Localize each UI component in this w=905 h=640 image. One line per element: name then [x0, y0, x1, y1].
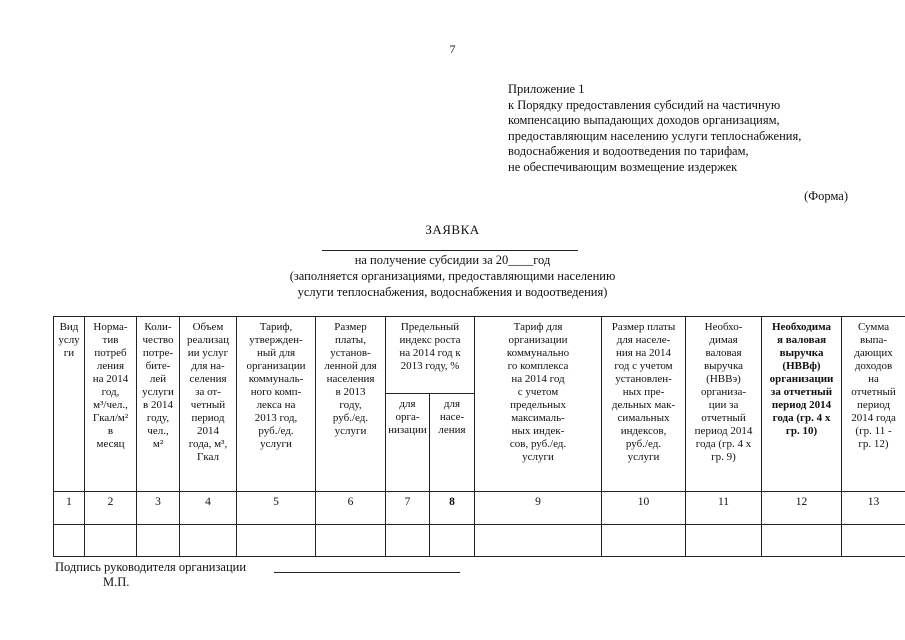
empty-data-row	[54, 525, 905, 557]
empty-cell[interactable]	[180, 525, 237, 557]
column-number: 7	[386, 492, 430, 525]
appendix-line: водоснабжения и водоотведения по тарифам,	[508, 144, 749, 158]
header-cell: Предельный индекс роста на 2014 год к 2013 году, %	[386, 317, 475, 394]
subheader-cell: для орга- низации	[386, 394, 430, 492]
empty-cell[interactable]	[237, 525, 316, 557]
empty-cell[interactable]	[686, 525, 762, 557]
header-cell: Тариф, утвержден- ный для организации коммуналь- ного комп- лекса на 2013 год, руб./ед. услуги	[237, 317, 316, 492]
appendix-line: к Порядку предоставления субсидий на частичную	[508, 97, 781, 112]
column-number: 2	[85, 492, 137, 525]
form-label: (Форма)	[804, 189, 848, 203]
header-cell: Тариф для организации коммунально го комплекса на 2014 год с учетом предельных максималь- ных индек- сов, руб./ед. услуги	[475, 317, 602, 492]
empty-cell[interactable]	[386, 525, 430, 557]
signature-line[interactable]	[274, 572, 460, 573]
subsidy-request-table	[53, 316, 905, 557]
page-number: 7	[449, 42, 456, 56]
column-number: 11	[686, 492, 762, 525]
header-cell: Сумма выпа- дающих доходов на отчетный период 2014 года (гр. 11 - гр. 12)	[842, 317, 905, 492]
column-number-row	[54, 492, 905, 525]
stamp-label: М.П.	[103, 575, 130, 589]
empty-cell[interactable]	[762, 525, 842, 557]
column-number: 8	[430, 492, 475, 525]
header-cell: Объем реализац ии услуг для на- селения за от- четный период 2014 года, м³, Гкал	[180, 317, 237, 492]
document-title: ЗАЯВКА	[425, 222, 480, 237]
blank-underline	[322, 250, 578, 251]
appendix-line: предоставляющим населению услуги теплоснабжения,	[508, 128, 802, 143]
header-cell: Необхо- димая валовая выручка (НВВэ) организа- ции за отчетный период 2014 года (гр. 4 х гр. 9)	[686, 317, 762, 492]
appendix-line: компенсацию выпадающих доходов организациям,	[508, 113, 780, 127]
empty-cell[interactable]	[54, 525, 85, 557]
empty-cell[interactable]	[430, 525, 475, 557]
column-number: 4	[180, 492, 237, 525]
column-number: 9	[475, 492, 602, 525]
column-number: 5	[237, 492, 316, 525]
appendix-line: Приложение 1	[508, 82, 585, 96]
header-cell: Коли- чество потре- бите- лей услуги в 2014 году, чел., м²	[137, 317, 180, 492]
header-row	[54, 317, 905, 394]
subheader-cell: для насе- ления	[430, 394, 475, 492]
header-cell: Размер платы, установ- ленной для населения в 2013 году, руб./ед. услуги	[316, 317, 386, 492]
column-number: 1	[54, 492, 85, 525]
document-note-line-2: услуги теплоснабжения, водоснабжения и водоотведения)	[297, 285, 608, 299]
empty-cell[interactable]	[85, 525, 137, 557]
document-subtitle: на получение субсидии за 20____год	[354, 253, 551, 267]
header-cell: Вид услу ги	[54, 317, 85, 492]
column-number: 3	[137, 492, 180, 525]
empty-cell[interactable]	[842, 525, 905, 557]
column-number: 10	[602, 492, 686, 525]
header-cell: Необходима я валовая выручка (НВВф) организации за отчетный период 2014 года (гр. 4 х гр. 10)	[762, 317, 842, 492]
empty-cell[interactable]	[475, 525, 602, 557]
column-number: 13	[842, 492, 905, 525]
empty-cell[interactable]	[316, 525, 386, 557]
column-number: 12	[762, 492, 842, 525]
header-cell: Размер платы для населе- ния на 2014 год с учетом установлен- ных пре- дельных мак- симальных индексов, руб./ед. услуги	[602, 317, 686, 492]
empty-cell[interactable]	[602, 525, 686, 557]
document-note-line-1: (заполняется организациями, предоставляющими населению	[289, 269, 616, 283]
column-number: 6	[316, 492, 386, 525]
empty-cell[interactable]	[137, 525, 180, 557]
appendix-line: не обеспечивающим возмещение издержек	[508, 159, 738, 174]
header-cell: Норма- тив потреб ления на 2014 год, м³/чел., Гкал/м² в месяц	[85, 317, 137, 492]
appendix-block	[508, 82, 801, 175]
signature-label: Подпись руководителя организации	[55, 560, 247, 574]
